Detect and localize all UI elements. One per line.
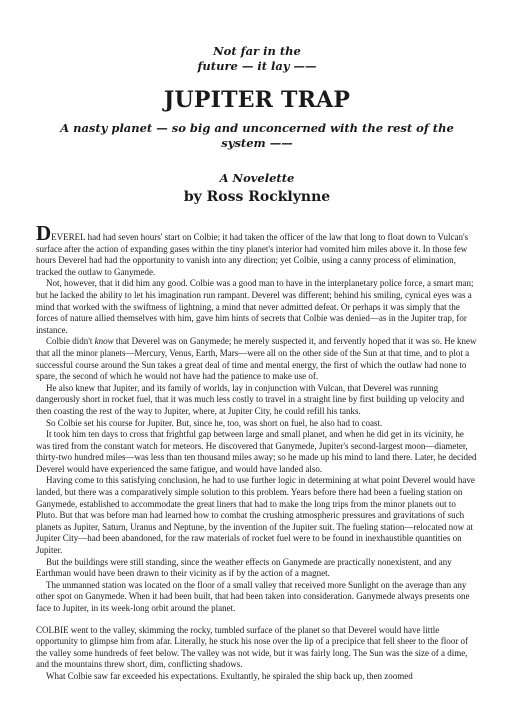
paragraph-11: What Colbie saw far exceeded his expectations. Exultantly, he spiraled the ship back up, then zoomed [46,670,413,681]
paragraph-3 [36,336,478,382]
paragraph-1 [36,221,478,278]
paragraph-8: But the buildings were still standing, since the weather effects on Ganymede are practically nonexistent, and any Earthman would have been drawn to their vicinity as if by the action of a magnet. [36,556,452,579]
story-genre: A Novelette [219,171,295,185]
paragraph-1-text: EVEREL had had seven hours' start on Colbie; it had taken the officer of the law that long to float down to Vulcan's surface after the action of expanding gases within the tiny planet's interior had vomited him miles above it. In those few hours Deverel had had the opportunity to vanish into any direction; yet Colbie, using a canny process of elimination, tracked the outlaw to Ganymede. [36,232,469,277]
tagline-line-1: Not far in the [213,44,301,58]
paragraph-7: Having come to this satisfying conclusion, he had to use further logic in determining at what point Deverel would have landed, but there was a comparatively simple solution to this problem. Years before there had been a fueling station on Ganymede, established to accommodate the great liners that had to make the long trips from the minor planets out to Pluto. But that was before man had learned how to combat the crushing atmospheric pressures and gravitations of such planets as Jupiter, Saturn, Uranus and Neptune, by the invention of the Jupiter suit. The fueling station—relocated now at Jupiter City—had been abandoned, for the raw materials of rocket fuel were to be found in inexhaustible quantities on Jupiter. [36,475,475,556]
paragraph-3-text-a: Colbie didn't [46,336,95,347]
paragraph-6: It took him ten days to cross that frightful gap between large and small planet, and when he did get in its vicinity, he was tired from the constant watch for meteors. He discovered that Ganymede, Jupiter's second-largest moon—diameter, thirty-two hundred miles—was less than ten thousand miles away; so he made up his mind to land there. Later, he decided Deverel would have experienced the same fatigue, and would have landed also. [36,429,477,474]
tagline-line-2: future — it lay —— [197,59,317,73]
paragraph-9: The unmanned station was located on the floor of a small valley that received more Sunlight on the average than any other spot on Ganymede. When it had been built, that had been taken into consideration. Ganymede always presents one face to Jupiter, in its week-long orbit around the planet. [36,579,470,613]
story-subtitle: A nasty planet — so big and unconcerned with the rest of the system —— [60,121,454,150]
paragraph-10: COLBIE went to the valley, skimming the rocky, tumbled surface of the planet so that Deverel would have little opportunity to glimpse him from afar. Literally, he stuck his nose over the lip of a precipice that fell sheer to the floor of the valley some hundreds of feet below. The valley was not wide, but it was fairly long. The Sun was the size of a dime, and the mountains threw short, dim, conflicting shadows. [36,624,469,670]
tagline [36,44,478,74]
story-body [36,221,478,683]
paragraph-4: He also knew that Jupiter, and its family of worlds, lay in conjunction with Vulcan, that Deverel was running dangerously short in rocket fuel, that it was much less costly to travel in a straight line by first building up velocity and then coasting the rest of the way to Jupiter, where, at Jupiter City, he could refill his tanks. [36,382,465,416]
story-title: JUPITER TRAP [163,87,351,113]
story-byline: by Ross Rocklynne [183,189,331,205]
paragraph-3-text-b: that Deverel was on Ganymede; he merely suspected it, and fervently hoped that it was so. He knew that all the minor planets—Mercury, Venus, Earth, Mars—were all on the other side of the Sun at that time, and to plot a successful course around the Sun takes a great deal of time and mental energy, the first of which the outlaw had none to spare, the second of which he would not have had the patience to make use of. [36,336,477,382]
paragraph-2: Not, however, that it did him any good. Colbie was a good man to have in the interplanetary police force, a smart man; but he lacked the ability to let his imagination run rampant. Deverel was different; behind his smiling, cynical eyes was a mind that worked with the swiftness of lightning, a mind that never admitted defeat. Or perhaps it was simply that the forces of nature allied themselves with him, gave him hints of secrets that Colbie was denied—as in the Jupiter trap, for instance. [36,278,474,335]
paragraph-5: So Colbie set his course for Jupiter. But, since he, too, was short on fuel, he also had to coast. [46,417,383,428]
paragraph-3-emphasis: know [94,336,114,347]
drop-cap: D [36,221,52,245]
